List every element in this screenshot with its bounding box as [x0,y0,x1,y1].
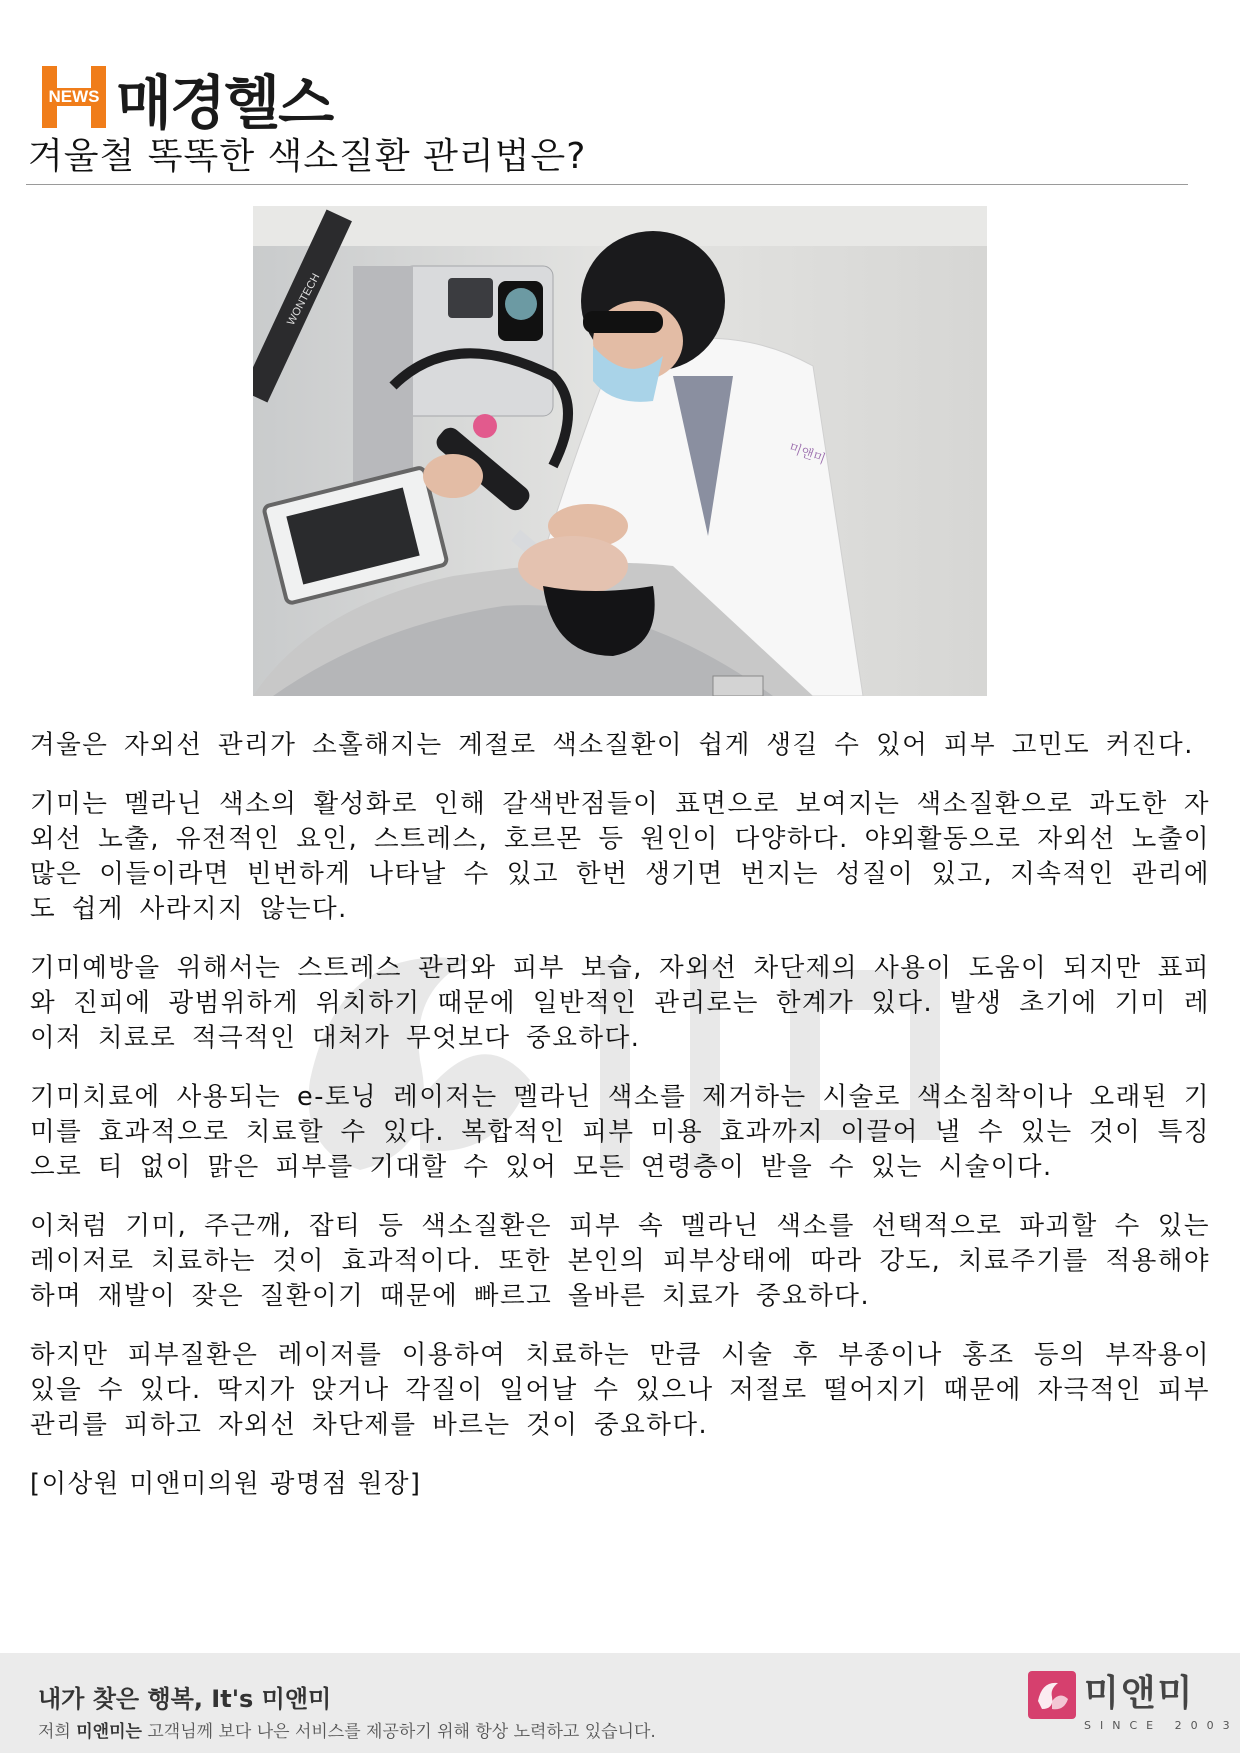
paragraph: 기미예방을 위해서는 스트레스 관리와 피부 보습, 자외선 차단제의 사용이 도움이 되지만 표피와 진피에 광범위하게 위치하기 때문에 일반적인 관리로는 한계가 있다. 발생 초기에 기미 레이저 치료로 적극적인 대처가 무엇보다 중요하다. [30,953,1210,1053]
news-h-logo-icon [42,66,106,128]
footer-brand [1028,1667,1239,1743]
logo-name: 매경헬스 [116,69,333,137]
logo-badge-text: NEWS [48,87,100,106]
footer-slogan: 내가 찾은 행복, It's 미앤미 [38,1685,332,1713]
paragraph: 하지만 피부질환은 레이저를 이용하여 치료하는 만큼 시술 후 부종이나 홍조 등의 부작용이 있을 수 있다. 딱지가 앉거나 각질이 일어날 수 있으나 저절로 떨어지기 때문에 자극적인 피부관리를 피하고 자외선 차단제를 바르는 것이 중요하다. [30,1340,1210,1440]
brand-flower-icon [1028,1671,1076,1719]
service-prefix: 저희 [38,1722,77,1742]
byline: [이상원 미앤미의원 광명점 원장] [30,1469,422,1499]
service-brand: 미앤미는 [76,1722,142,1742]
paragraph: 기미치료에 사용되는 e-토닝 레이저는 멜라닌 색소를 제거하는 시술로 색소침착이나 오래된 기미를 효과적으로 치료할 수 있다. 복합적인 피부 미용 효과까지 이끌어 낼 수 있는 것이 특징으로 티 없이 맑은 피부를 기대할 수 있어 모든 연령층이 받을 수 있는 시술이다. [30,1082,1210,1182]
footer-service-text [38,1717,656,1742]
paragraph: 기미는 멜라닌 색소의 활성화로 인해 갈색반점들이 표면으로 보여지는 색소질환으로 과도한 자외선 노출, 유전적인 요인, 스트레스, 호르몬 등 원인이 다양하다. 야외활동으로 자외선 노출이 많은 이들이라면 빈번하게 나타날 수 있고 한번 생기면 번지는 성질이 있고, 지속적인 관리에도 쉽게 사라지지 않는다. [30,789,1210,924]
title-divider [26,184,1188,185]
article-photo [253,206,987,696]
machine-brand: WONTECH [285,271,323,328]
brand-name: 미앤미 [1084,1673,1195,1714]
paragraph: 이처럼 기미, 주근깨, 잡티 등 색소질환은 피부 속 멜라닌 색소를 선택적으로 파괴할 수 있는 레이저로 치료하는 것이 효과적이다. 또한 본인의 피부상태에 따라 강도, 치료주기를 적용해야 하며 재발이 잦은 질환이기 때문에 빠르고 올바른 치료가 중요하다. [30,1211,1210,1311]
service-rest: 고객님께 보다 나은 서비스를 제공하기 위해 항상 노력하고 있습니다. [141,1722,656,1742]
brand-since: SINCE 2003 [1084,1719,1239,1732]
article-body [30,728,1210,1502]
footer-banner [0,1653,1240,1753]
article-title: 겨울철 똑똑한 색소질환 관리법은? [28,136,587,177]
coat-logo: 미앤미 [786,440,828,468]
paragraph: 겨울은 자외선 관리가 소홀해지는 계절로 색소질환이 쉽게 생길 수 있어 피부 고민도 커진다. [30,730,1194,760]
